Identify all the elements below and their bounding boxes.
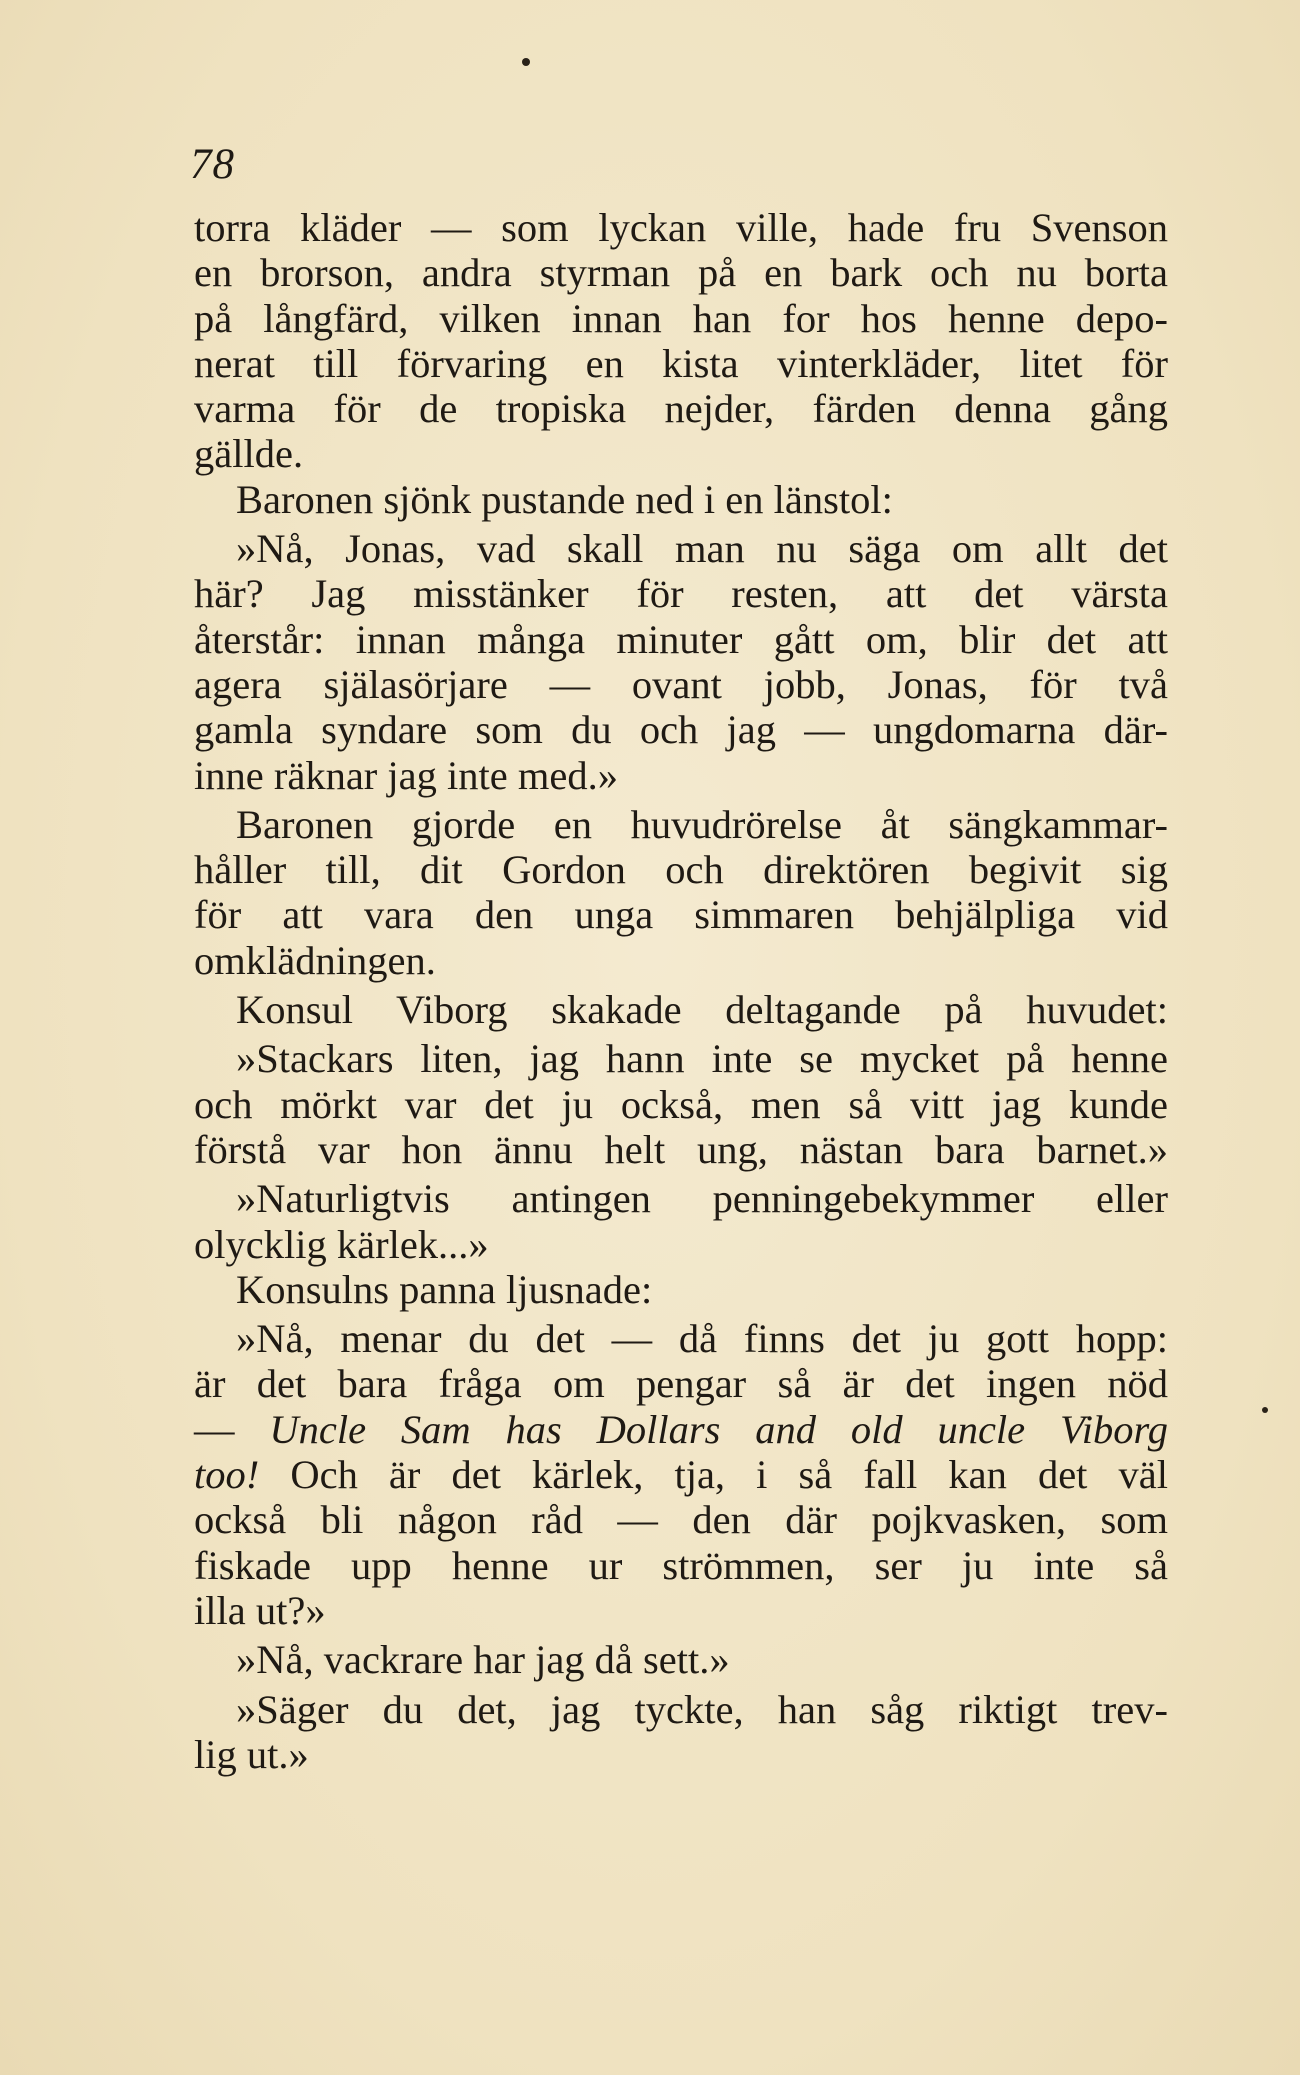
- text-line: återstår: innan många minuter gått om, blir det att: [194, 616, 1168, 662]
- italic-quote: Uncle Sam has Dollars and old uncle Viborg: [269, 1406, 1169, 1452]
- text-line: och mörkt var det ju också, men så vitt jag kunde: [194, 1081, 1168, 1127]
- text-line: »Naturligtvis antingen penningebekymmer eller: [236, 1176, 1168, 1222]
- text-line: på långfärd, vilken innan han for hos henne depo-: [194, 295, 1168, 341]
- text-line: Konsul Viborg skakade deltagande på huvudet:: [236, 987, 1168, 1033]
- paragraph: [194, 1176, 1168, 1267]
- text-line: för att vara den unga simmaren behjälpliga vid: [194, 892, 1168, 938]
- text-line: håller till, dit Gordon och direktören begivit sig: [194, 847, 1168, 893]
- text-line: förstå var hon ännu helt ung, nästan bara barnet.»: [194, 1126, 1168, 1172]
- text-line: illa ut?»: [194, 1587, 326, 1633]
- ink-speck: [1262, 1407, 1268, 1413]
- text-line: varma för de tropiska nejder, färden denna gång: [194, 386, 1168, 432]
- body-text: [194, 205, 1168, 1777]
- text-line: »Nå, Jonas, vad skall man nu säga om allt det: [236, 526, 1168, 572]
- text-line: inne räknar jag inte med.»: [194, 752, 618, 798]
- text-line: lig ut.»: [194, 1731, 309, 1777]
- text-line: gällde.: [194, 431, 304, 477]
- text-line: olycklig kärlek...»: [194, 1221, 489, 1267]
- text-line: [194, 1452, 1168, 1497]
- paragraph: [194, 987, 1168, 1032]
- paragraph: [194, 526, 1168, 798]
- text-line: Konsulns panna ljusnade:: [236, 1266, 653, 1312]
- paragraph: [194, 477, 1168, 522]
- text-line: också bli någon råd — den där pojkvasken, som: [194, 1497, 1168, 1543]
- text-line: Baronen sjönk pustande ned i en länstol:: [236, 476, 893, 522]
- page-number: 78: [190, 141, 235, 188]
- text-line: är det bara fråga om pengar så är det ingen nöd: [194, 1361, 1168, 1407]
- text-fragment: Och är det kärlek, tja, i så fall kan det väl: [290, 1452, 1168, 1498]
- paragraph: [194, 802, 1168, 983]
- text-line: »Stackars liten, jag hann inte se mycket på henne: [236, 1036, 1168, 1082]
- dash: —: [194, 1406, 235, 1452]
- text-line: fiskade upp henne ur strömmen, ser ju inte så: [194, 1542, 1168, 1588]
- text-line: »Nå, menar du det — då finns det ju gott hopp:: [236, 1316, 1168, 1362]
- text-line: nerat till förvaring en kista vinterkläder, litet för: [194, 340, 1168, 386]
- text-line: »Nå, vackrare har jag då sett.»: [236, 1637, 730, 1683]
- text-line: en brorson, andra styrman på en bark och nu borta: [194, 250, 1168, 296]
- paragraph: [194, 1687, 1168, 1778]
- paragraph: [194, 1637, 1168, 1682]
- italic-quote: too!: [194, 1452, 260, 1498]
- text-line: gamla syndare som du och jag — ungdomarna där-: [194, 707, 1168, 753]
- text-line: [194, 1407, 1168, 1452]
- text-line: torra kläder — som lyckan ville, hade fru Svenson: [194, 205, 1168, 250]
- text-line: agera själasörjare — ovant jobb, Jonas, för två: [194, 661, 1168, 707]
- text-line: »Säger du det, jag tyckte, han såg riktigt trev-: [236, 1686, 1168, 1732]
- text-line: Baronen gjorde en huvudrörelse åt sängkammar-: [236, 801, 1168, 847]
- text-line: här? Jag misstänker för resten, att det värsta: [194, 571, 1168, 617]
- paragraph: [194, 1267, 1168, 1312]
- paragraph: [194, 1036, 1168, 1172]
- paragraph: [194, 1316, 1168, 1633]
- text-line: omklädningen.: [194, 937, 436, 983]
- ink-speck: [522, 58, 530, 66]
- paragraph: [194, 205, 1168, 477]
